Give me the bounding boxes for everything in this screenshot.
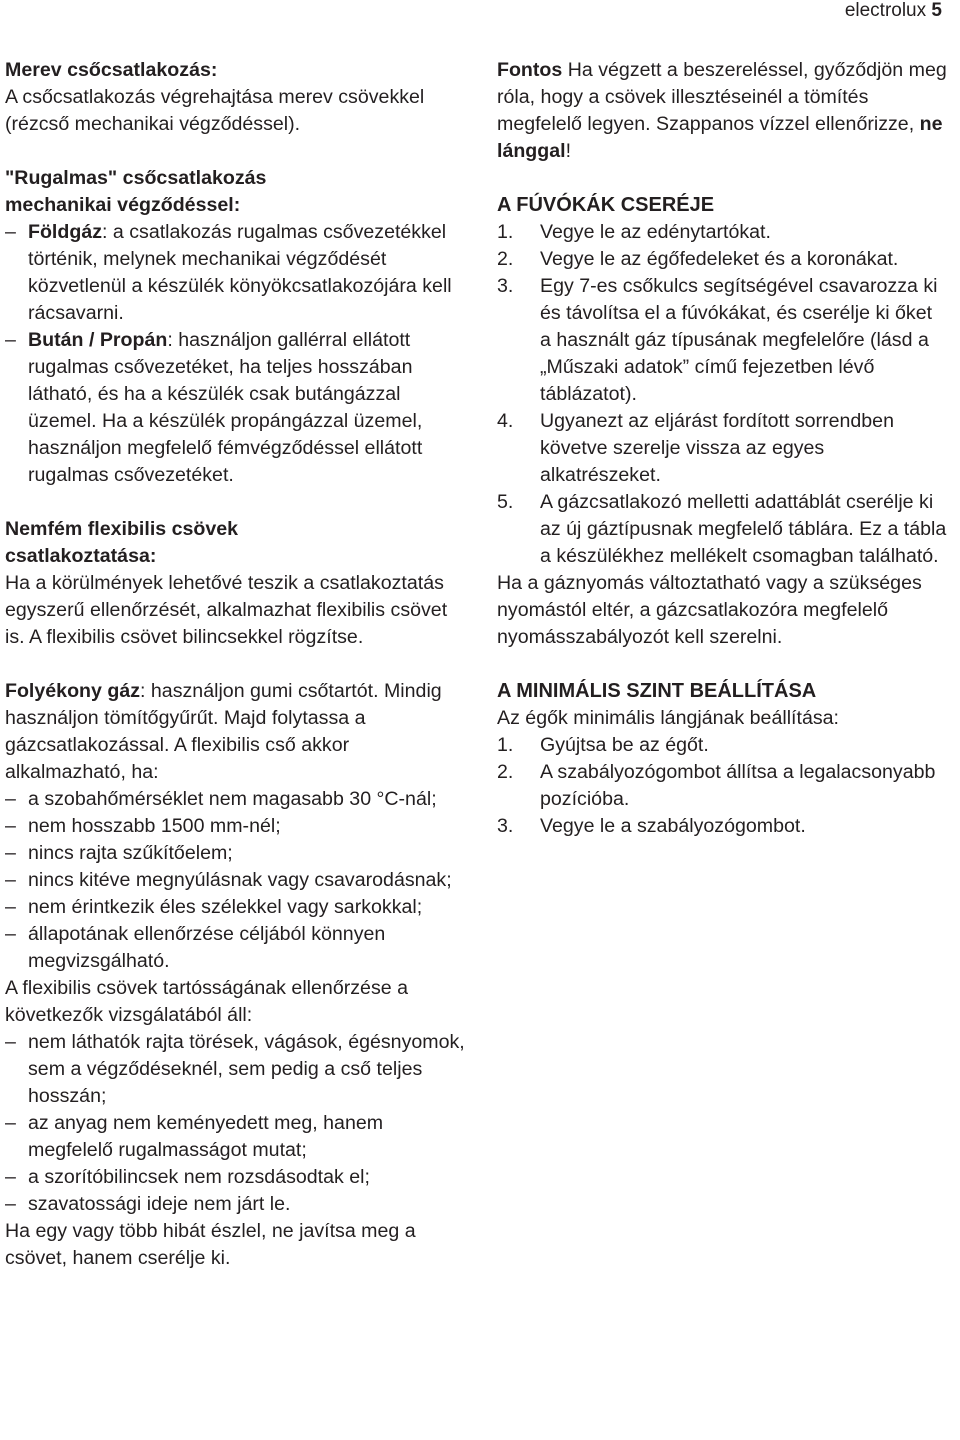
check-intro: A flexibilis csövek tartósságának ellenőrzése a következők vizsgálatából áll: [5,977,408,1026]
step-number: 2. [497,248,514,270]
important-text: Ha végzett a beszereléssel, győződjön meg róla, hogy a csövek illesztéseinél a tömítés megfelelő legyen. Szappanos vízzel ellenőrizze, [497,59,947,135]
step-number: 3. [497,275,514,297]
list-item [5,813,467,840]
numbered-step [497,246,947,273]
dash-bullet: – [5,815,16,837]
dash-bullet: – [5,1166,16,1188]
item-bold: Bután / Propán [28,329,168,351]
list-item [5,1110,467,1164]
flexible-title-line2: mechanikai végződéssel: [5,194,241,216]
list-item [5,1191,467,1218]
important-end: ! [565,140,572,162]
step-text: Gyújtsa be az égőt. [540,734,709,756]
list-item-text: nem hosszabb 1500 mm-nél; [28,815,281,837]
list-item-text: a szorítóbilincsek nem rozsdásodtak el; [28,1166,370,1188]
numbered-step [497,489,947,570]
numbered-step [497,759,947,813]
dash-bullet: – [5,896,16,918]
liquid-gas-paragraph [5,678,467,786]
step-number: 1. [497,734,514,756]
flexible-title-line1: "Rugalmas" csőcsatlakozás [5,167,267,189]
nonmetal-text: Ha a körülmények lehetővé teszik a csatlakoztatás egyszerű ellenőrzését, alkalmazhat flexibilis csövet is. A flexibilis csövet bilincsekkel rögzítse. [5,572,448,648]
dash-bullet: – [5,923,16,945]
step-text: Vegye le az edénytartókat. [540,221,771,243]
dash-bullet: – [5,329,16,351]
dash-bullet: – [5,1031,16,1053]
minimum-intro: Az égők minimális lángjának beállítása: [497,707,839,729]
list-item [5,1029,467,1110]
step-text: A szabályozógombot állítsa a legalacsonyabb pozícióba. [540,761,936,810]
step-number: 5. [497,491,514,513]
important-note [497,57,947,165]
list-item [5,894,467,921]
step-text: Vegye le a szabályozógombot. [540,815,806,837]
list-item-text: nem érintkezik éles szélekkel vagy sarkokkal; [28,896,423,918]
list-item [5,786,467,813]
list-item [5,921,467,975]
nonmetal-title-line2: csatlakoztatása: [5,545,157,567]
numbered-step [497,408,947,489]
numbered-step [497,813,947,840]
flexible-item-butane-propane [5,327,467,489]
step-number: 3. [497,815,514,837]
item-bold: Földgáz [28,221,103,243]
list-item-text: állapotának ellenőrzése céljából könnyen megvizsgálható. [28,923,386,972]
closing-text: Ha egy vagy több hibát észlel, ne javítsa meg a csövet, hanem cserélje ki. [5,1220,416,1269]
dash-bullet: – [5,221,16,243]
numbered-step [497,273,947,408]
list-item-text: a szobahőmérséklet nem magasabb 30 °C-nál; [28,788,437,810]
liquid-gas-bold: Folyékony gáz [5,680,141,702]
rigid-title: Merev csőcsatlakozás: [5,59,218,81]
brand-name: electrolux [844,0,927,21]
nonmetal-title-line1: Nemfém flexibilis csövek [5,518,239,540]
left-column [5,57,467,1272]
page-header [845,0,942,22]
page-number: 5 [931,0,942,21]
list-item-text: szavatossági ideje nem járt le. [28,1193,291,1215]
list-item-text: nem láthatók rajta törések, vágások, égésnyomok, sem a végződéseknél, sem pedig a cső teljes hosszán; [28,1031,465,1107]
step-text: A gázcsatlakozó melletti adattáblát cserélje ki az új gáztípusnak megfelelő táblára. Ez a tábla a készülékhez mellékelt csomagban található. [540,491,947,567]
step-number: 1. [497,221,514,243]
important-label: Fontos [497,59,563,81]
dash-bullet: – [5,1112,16,1134]
dash-bullet: – [5,869,16,891]
step-text: Egy 7-es csőkulcs segítségével csavarozza ki és távolítsa el a fúvókákat, és cserélje ki őket a használt gáz típusának megfelelőre (lásd a „Műszaki adatok” című fejezetben lévő táblázatot). [540,275,938,405]
list-item-text: nincs rajta szűkítőelem; [28,842,233,864]
flexible-item-natural-gas [5,219,467,327]
item-text: : a csatlakozás rugalmas csővezetékkel történik, melynek mechanikai végződését közvetlenül a készülék könyökcsatlakozójára kell rácsavarni. [28,221,452,324]
list-item-text: az anyag nem keményedett meg, hanem megfelelő rugalmasságot mutat; [28,1112,384,1161]
numbered-step [497,732,947,759]
right-column [497,57,947,840]
list-item [5,840,467,867]
nozzle-replacement-title: A FÚVÓKÁK CSERÉJE [497,194,715,216]
numbered-step [497,219,947,246]
liquid-gas-text: : használjon gumi csőtartót. Mindig használjon tömítőgyűrűt. Majd folytassa a gázcsatlakozással. A flexibilis cső akkor alkalmazható, ha: [5,680,442,783]
step-number: 2. [497,761,514,783]
dash-bullet: – [5,1193,16,1215]
step-text: Ugyanezt az eljárást fordított sorrendben követve szerelje vissza az egyes alkatrészeket. [540,410,894,486]
list-item-text: nincs kitéve megnyúlásnak vagy csavarodásnak; [28,869,452,891]
minimum-level-title: A MINIMÁLIS SZINT BEÁLLÍTÁSA [497,680,817,702]
list-item [5,1164,467,1191]
dash-bullet: – [5,788,16,810]
rigid-text: A csőcsatlakozás végrehajtása merev csövekkel (rézcső mechanikai végződéssel). [5,86,425,135]
item-text: : használjon gallérral ellátott rugalmas csővezetéket, ha teljes hosszában látható, és ha a készülék csak butángázzal üzemel. Ha a készülék propángázzal üzemel, használjon megfelelő fémvégződéssel ellátott rugalmas csővezetéket. [28,329,423,486]
important-bold-end: ne lánggal [497,113,943,162]
dash-bullet: – [5,842,16,864]
step-text: Vegye le az égőfedeleket és a koronákat. [540,248,899,270]
pressure-note: Ha a gáznyomás változtatható vagy a szükséges nyomástól eltér, a gázcsatlakozóra megfelelő nyomásszabályozót kell szerelni. [497,572,922,648]
step-number: 4. [497,410,514,432]
list-item [5,867,467,894]
